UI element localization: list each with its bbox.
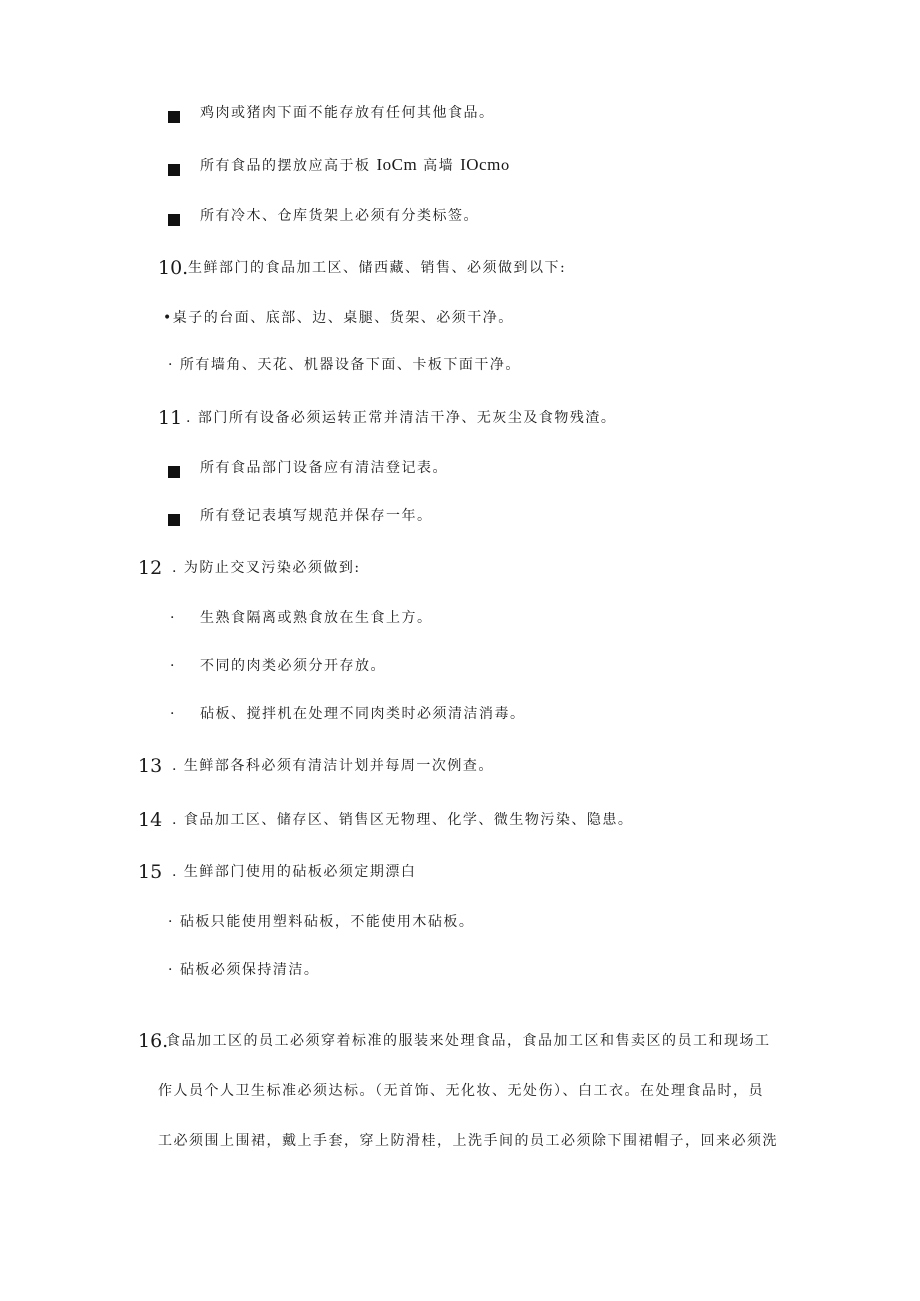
item-10-sub-2: · 所有墙角、天花、机器设备下面、卡板下面干净。	[168, 357, 521, 373]
item-11-bullet-2: 所有登记表填写规范并保存一年。	[200, 508, 433, 524]
square-bullet-icon	[168, 462, 180, 481]
item-number-14: 14	[138, 809, 163, 831]
item-14-text: . 食品加工区、储存区、销售区无物理、化学、微生物污染、隐患。	[172, 812, 634, 828]
bullet-text-2: 所有食品的摆放应高于板 IoCm 高墙 IOcmo	[200, 155, 511, 174]
item-10-text: 生鲜部门的食品加工区、储西藏、销售、必须做到以下:	[188, 260, 567, 276]
item-12-sub-3: 砧板、搅拌机在处理不同肉类时必须清洁消毒。	[200, 706, 526, 722]
item-15-text: . 生鲜部门使用的砧板必须定期漂白	[172, 864, 417, 880]
bullet-text-3: 所有冷木、仓库货架上必须有分类标签。	[200, 208, 479, 224]
square-bullet-icon	[168, 210, 180, 229]
item-12-text: . 为防止交叉污染必须做到:	[172, 560, 361, 576]
square-bullet-icon	[168, 107, 180, 126]
item-number-13: 13	[138, 755, 163, 777]
item-number-11: 11	[158, 407, 183, 429]
item-number-15: 15	[138, 861, 163, 883]
item-13-text: . 生鲜部各科必须有清洁计划并每周一次例查。	[172, 758, 494, 774]
item-12-sub-1: 生熟食隔离或熟食放在生食上方。	[200, 610, 433, 626]
item-10-sub-1: •桌子的台面、底部、边、桌腿、货架、必须干净。	[163, 310, 514, 326]
item-16-line-2: 作人员个人卫生标准必须达标。（无首饰、无化妆、无处伤）、白工衣。在处理食品时，员	[158, 1083, 764, 1099]
dot-bullet-icon: ·	[170, 706, 175, 722]
item-12-sub-2: 不同的肉类必须分开存放。	[200, 658, 386, 674]
bullet-text-1: 鸡肉或猪肉下面不能存放有任何其他食品。	[200, 105, 495, 121]
item-16-line-1: 食品加工区的员工必须穿着标准的服装来处理食品，食品加工区和售卖区的员工和现场工	[166, 1033, 771, 1049]
square-bullet-icon	[168, 510, 180, 529]
dot-bullet-icon: ·	[170, 610, 175, 626]
item-16-line-3: 工必须围上围裙，戴上手套，穿上防滑桂，上洗手间的员工必须除下围裙帽子，回来必须洗	[158, 1133, 778, 1149]
item-number-10: 10.	[158, 257, 189, 279]
item-11-bullet-1: 所有食品部门设备应有清洁登记表。	[200, 460, 448, 476]
item-number-16: 16.	[138, 1030, 169, 1052]
square-bullet-icon	[168, 160, 180, 179]
item-11-text: . 部门所有设备必须运转正常并清洁干净、无灰尘及食物残渣。	[186, 410, 617, 426]
item-15-sub-1: · 砧板只能使用塑料砧板，不能使用木砧板。	[168, 914, 475, 930]
dot-bullet-icon: ·	[170, 658, 175, 674]
item-number-12: 12	[138, 557, 163, 579]
item-15-sub-2: · 砧板必须保持清洁。	[168, 962, 320, 978]
